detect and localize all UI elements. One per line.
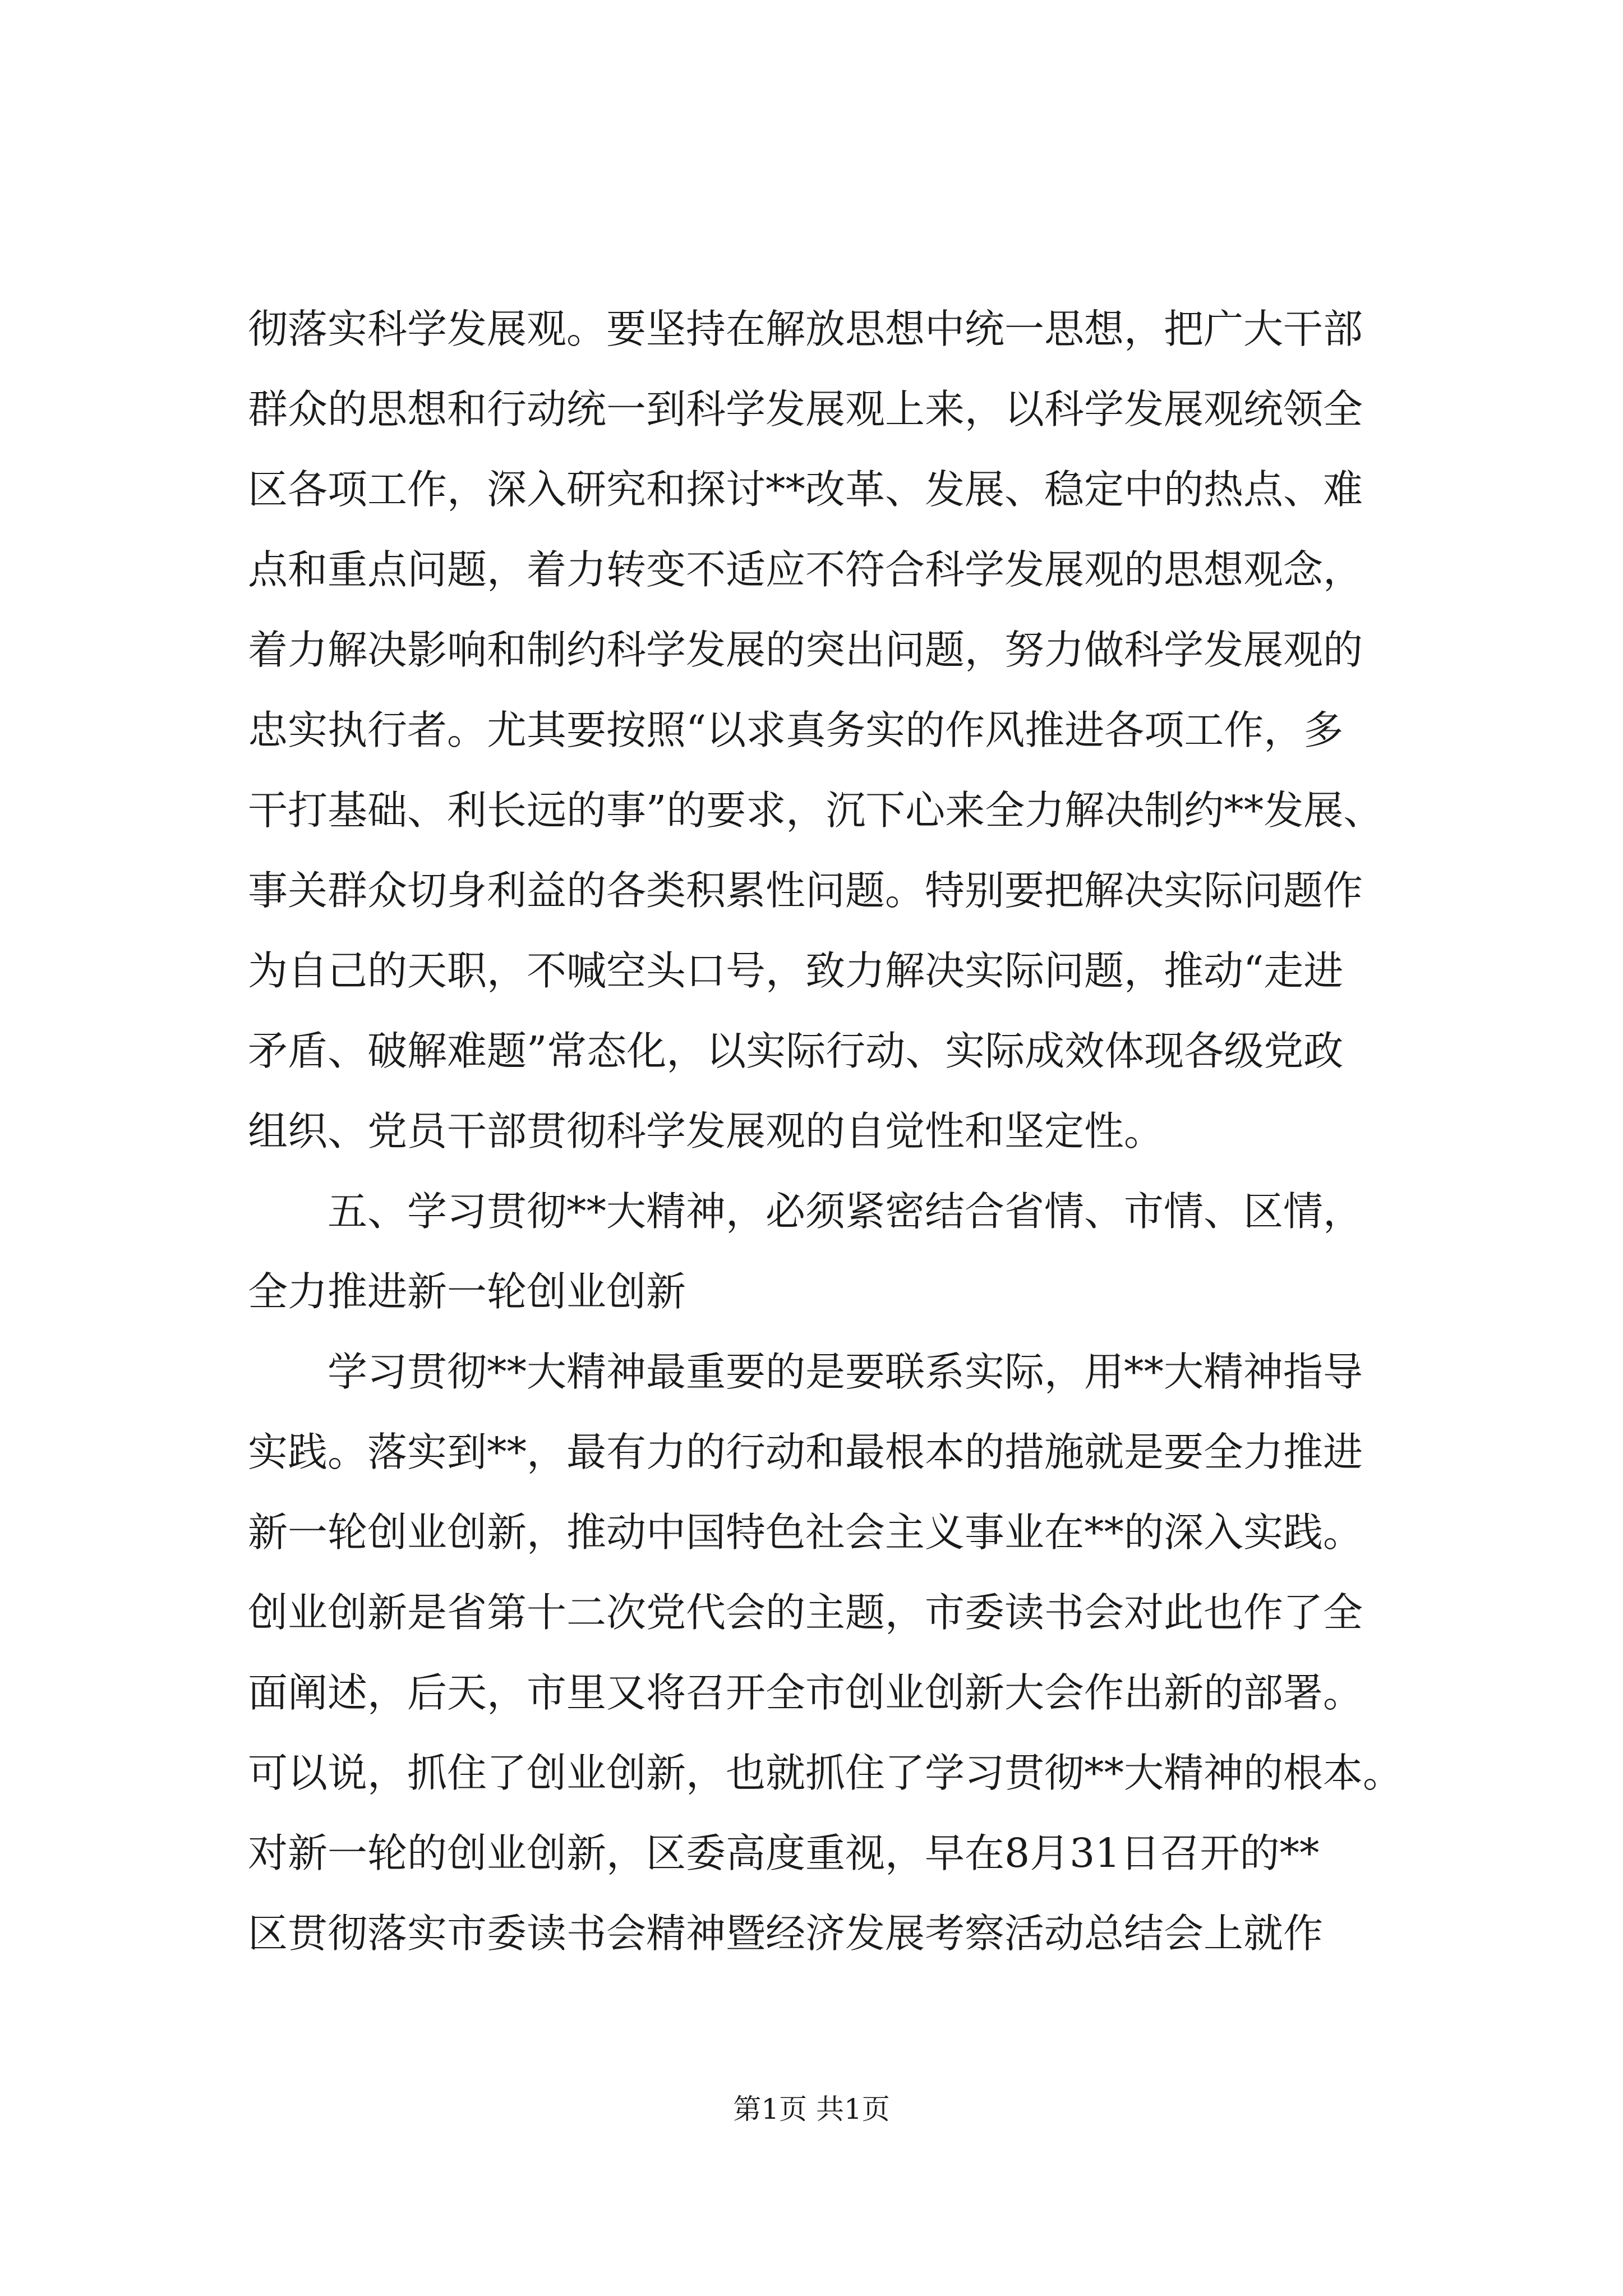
paragraph-start: 学习贯彻**大精神最重要的是要联系实际，用**大精神指导 — [328, 1349, 1363, 1395]
text-line: 矛盾、破解难题”常态化，以实际行动、实际成效体现各级党政 — [248, 1028, 1344, 1074]
text-line: 面阐述，后天，市里又将召开全市创业创新大会作出新的部署。 — [248, 1669, 1363, 1716]
text-line: 实践。落实到**，最有力的行动和最根本的措施就是要全力推进 — [248, 1429, 1363, 1475]
text-line: 点和重点问题，着力转变不适应不符合科学发展观的思想观念， — [248, 546, 1363, 593]
text-line: 为自己的天职，不喊空头口号，致力解决实际问题，推动“走进 — [248, 947, 1344, 994]
text-line: 彻落实科学发展观。要坚持在解放思想中统一思想，把广大干部 — [248, 306, 1363, 352]
text-line: 对新一轮的创业创新，区委高度重视，早在8月31日召开的** — [248, 1830, 1320, 1876]
section-heading: 五、学习贯彻**大精神，必须紧密结合省情、市情、区情， — [328, 1188, 1363, 1235]
body-text — [248, 289, 1414, 1973]
text-line: 区各项工作，深入研究和探讨**改革、发展、稳定中的热点、难 — [248, 466, 1363, 513]
text-line: 着力解决影响和制约科学发展的突出问题，努力做科学发展观的 — [248, 627, 1363, 673]
text-line: 可以说，抓住了创业创新，也就抓住了学习贯彻**大精神的根本。 — [248, 1750, 1403, 1796]
text-line: 忠实执行者。尤其要按照“以求真务实的作风推进各项工作，多 — [248, 707, 1344, 753]
text-line: 事关群众切身利益的各类积累性问题。特别要把解决实际问题作 — [248, 867, 1363, 914]
text-line: 组织、党员干部贯彻科学发展观的自觉性和坚定性。 — [248, 1108, 1164, 1154]
text-line: 区贯彻落实市委读书会精神暨经济发展考察活动总结会上就作 — [248, 1910, 1324, 1957]
text-line: 创业创新是省第十二次党代会的主题，市委读书会对此也作了全 — [248, 1589, 1363, 1636]
text-line: 干打基础、利长远的事”的要求，沉下心来全力解决制约**发展、 — [248, 787, 1384, 834]
text-line: 新一轮创业创新，推动中国特色社会主义事业在**的深入实践。 — [248, 1509, 1363, 1556]
text-line: 群众的思想和行动统一到科学发展观上来，以科学发展观统领全 — [248, 386, 1363, 432]
page-footer — [0, 2092, 1623, 2126]
section-heading-continued: 全力推进新一轮创业创新 — [248, 1268, 686, 1315]
page-number: 第1页 共1页 — [733, 2093, 890, 2125]
